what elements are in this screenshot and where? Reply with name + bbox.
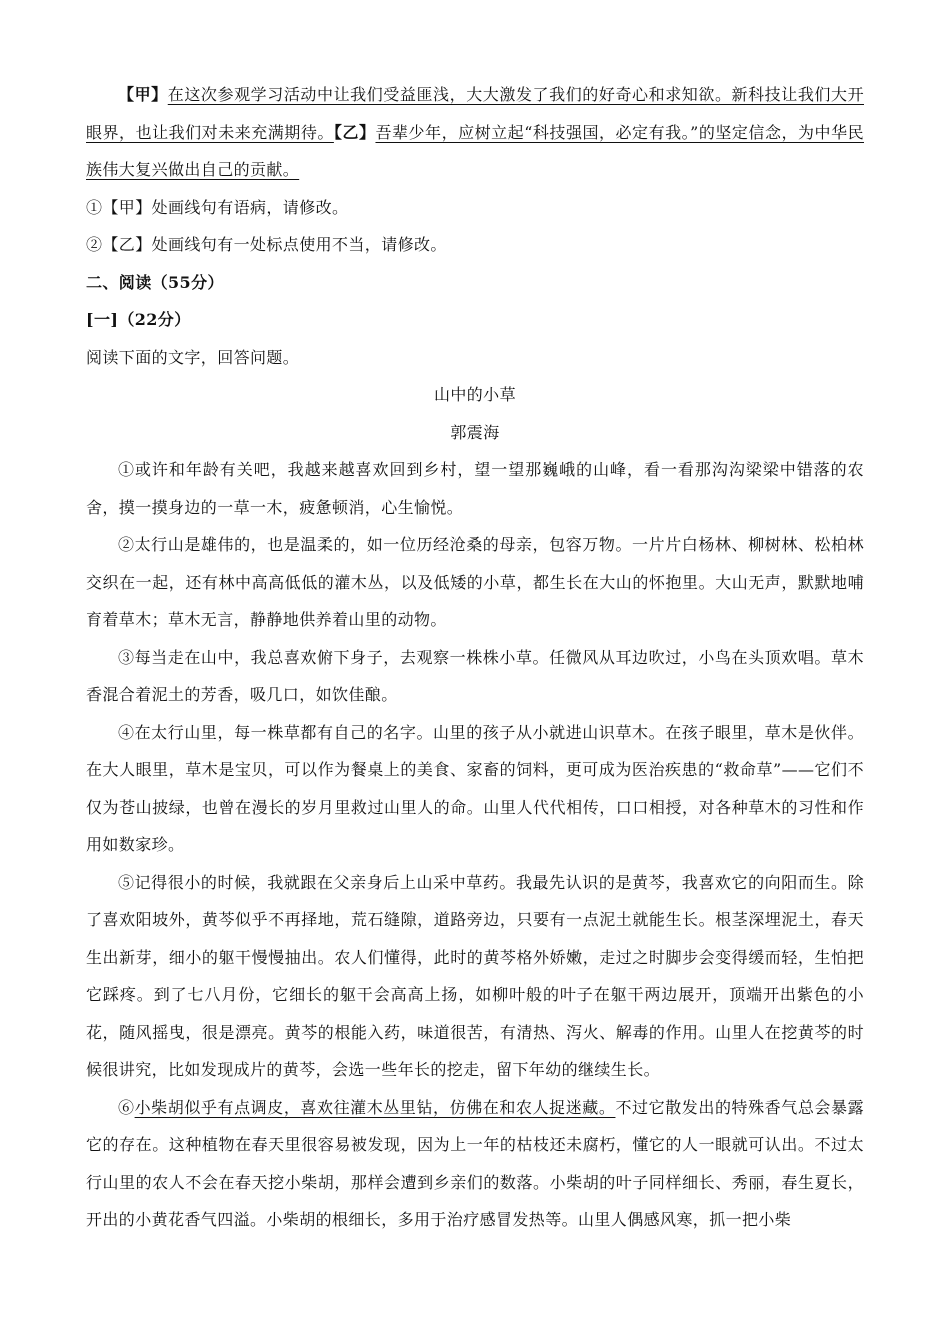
jia-underlined-sentence: 在这次参观学习活动中让我们受益匪浅，大大激发了我们的好奇心和求知欲。新科技让我们大开眼界，也让我们对未来充满期待。	[86, 85, 864, 142]
article-paragraph-1: ①或许和年龄有关吧，我越来越喜欢回到乡村，望一望那巍峨的山峰，看一看那沟沟梁梁中错落的农舍，摸一摸身边的一草一木，疲惫顿消，心生愉悦。	[86, 460, 864, 517]
question-1: ①【甲】处画线句有语病，请修改。	[86, 197, 349, 217]
article-paragraph-4: ④在太行山里，每一株草都有自己的名字。山里的孩子从小就进山识草木。在孩子眼里，草木是伙伴。在大人眼里，草木是宝贝，可以作为餐桌上的美食、家畜的饲料，更可成为医治疾患的“救命草”——它们不仅为苍山披绿，也曾在漫长的岁月里救过山里人的命。山里人代代相传，口口相授，对各种草木的习性和作用如数家珍。	[86, 722, 864, 854]
document-page	[86, 76, 864, 1239]
question-2: ②【乙】处画线句有一处标点使用不当，请修改。	[86, 235, 447, 254]
yi-underlined-sentence: 吾辈少年，应树立起“科技强国，必定有我。”的坚定信念，为中华民族伟大复兴做出自己的贡献。	[86, 122, 864, 179]
article-paragraph-2: ②太行山是雄伟的，也是温柔的，如一位历经沧桑的母亲，包容万物。一片片白杨林、柳树林、松柏林交织在一起，还有林中高高低低的灌木丛，以及低矮的小草，都生长在大山的怀抱里。大山无声，默默地哺育着草木；草木无言，静静地供养着山里的动物。	[86, 535, 864, 629]
article-title: 山中的小草	[433, 385, 516, 404]
section-heading: 二、阅读（55分）	[86, 272, 224, 292]
reading-instruction: 阅读下面的文字，回答问题。	[86, 347, 300, 367]
jia-label: 【甲】	[118, 85, 168, 104]
paragraph-6-rest: 不过它散发出的特殊香气总会暴露它的存在。这种植物在春天里很容易被发现，因为上一年的枯枝还未腐朽，懂它的人一眼就可认出。不过太行山里的农人不会在春天挖小柴胡，那样会遭到乡亲们的数落。小柴胡的叶子同样细长、秀丽，春生夏长，开出的小黄花香气四溢。小柴胡的根细长，多用于治疗感冒发热等。山里人偶感风寒，抓一把小柴	[86, 1097, 864, 1229]
article-paragraph-5: ⑤记得很小的时候，我就跟在父亲身后上山采中草药。我最先认识的是黄芩，我喜欢它的向阳而生。除了喜欢阳坡外，黄芩似乎不再择地，荒石缝隙，道路旁边，只要有一点泥土就能生长。根茎深埋泥土，春天生出新芽，细小的躯干慢慢抽出。农人们懂得，此时的黄芩格外娇嫩，走过之时脚步会变得缓而轻，生怕把它踩疼。到了七八月份，它细长的躯干会高高上扬，如柳叶般的叶子在躯干两边展开，顶端开出紫色的小花，随风摇曳，很是漂亮。黄芩的根能入药，味道很苦，有清热、泻火、解毒的作用。山里人在挖黄芩的时候很讲究，比如发现成片的黄芩，会选一些年长的挖走，留下年幼的继续生长。	[86, 872, 864, 1079]
paragraph-6-underlined-sentence: 小柴胡似乎有点调皮，喜欢往灌木丛里钻，仿佛在和农人捉迷藏。	[134, 1097, 616, 1117]
intro-paragraph	[86, 76, 864, 189]
article-author: 郭震海	[450, 422, 500, 442]
article-paragraph-3: ③每当走在山中，我总喜欢俯下身子，去观察一株株小草。任微风从耳边吹过，小鸟在头顶欢唱。草木香混合着泥土的芳香，吸几口，如饮佳酿。	[86, 647, 864, 704]
article-paragraph-6	[86, 1089, 864, 1239]
paragraph-6-number: ⑥	[118, 1097, 135, 1117]
subsection-heading: [一]（22分）	[86, 310, 191, 329]
yi-label: 【乙】	[333, 122, 376, 142]
